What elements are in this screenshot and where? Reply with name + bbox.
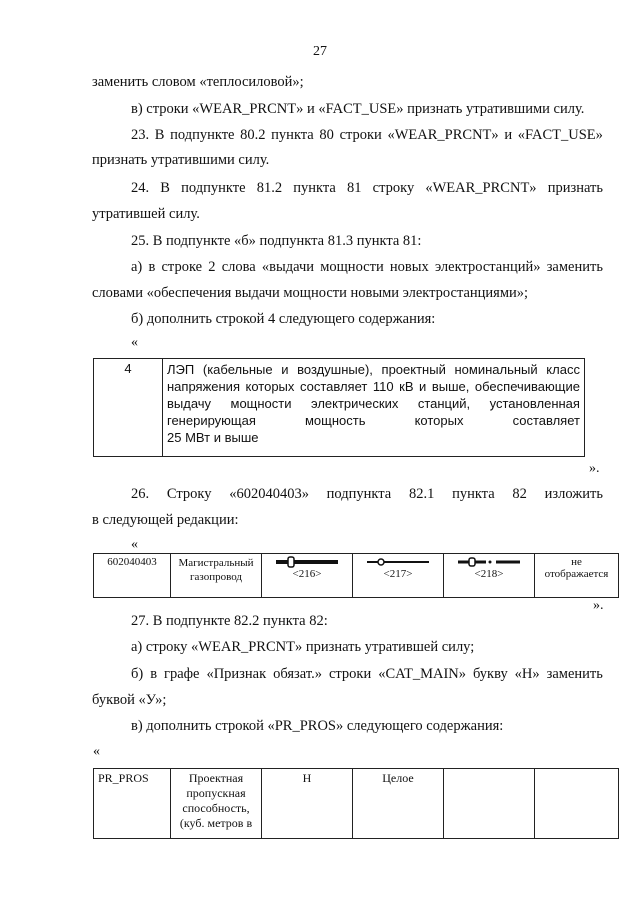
object-name-line: газопровод [190,571,242,583]
word: и [281,362,289,377]
word: В [154,127,165,143]
word: заменить [546,666,603,682]
word: напряжения [167,379,240,394]
word: слова [221,259,256,275]
word: подпункте [170,127,235,143]
word: составляет [299,379,368,394]
thin-line-with-node-icon [365,556,431,568]
word: мощности [230,396,292,411]
symbol-caption: <217> [383,568,413,580]
dash-dot-line-with-node-icon [456,556,522,568]
row-number: 4 [94,359,163,457]
text-line-8 [131,259,603,276]
text-line-4: признать утратившими силу. [92,152,270,168]
attribute-code: PR_PROS [94,769,171,839]
word: в [150,666,158,682]
description-line [167,378,580,395]
word: подпункта [326,486,392,502]
word: и [504,127,513,143]
close-quote-1: ». [589,461,600,476]
empty-cell [444,769,535,839]
word: электрических [310,396,399,411]
word: 80 [319,127,334,143]
word: 82 [512,486,527,502]
text-line-14: а) строку «WEAR_PRCNT» признать утратившей силу; [131,639,475,655]
word: которых [245,379,295,394]
word: строки [328,666,372,682]
description-line [167,395,580,412]
word: проектный [381,362,446,377]
word: Строку [166,486,212,502]
word: «WEAR_PRCNT» [387,127,499,143]
word: б) [131,666,144,682]
word: «WEAR_PRCNT» [425,180,537,196]
word: 80.2 [240,127,266,143]
word: класс [546,362,580,377]
word: электростанций» [434,259,541,275]
text-line-15 [131,666,603,683]
text-line-12: в следующей редакции: [92,512,239,528]
text-line-3 [131,127,603,144]
table-row-pr-pros [93,768,619,839]
open-quote-2: « [131,537,138,552]
symbol-caption: <218> [474,568,504,580]
attribute-description-line: (куб. метров в [179,816,253,830]
object-name [171,554,262,598]
text-line-16: буквой «У»; [92,692,167,708]
word: «602040403» [229,486,309,502]
table-row-4 [93,358,585,457]
word: выше, [431,379,470,394]
word: 26. [131,486,150,502]
attribute-required-flag: Н [262,769,353,839]
description-line [167,429,580,446]
text-line-6: утратившей силу. [92,206,200,222]
attribute-description-line: способность, [182,801,250,815]
word: «Н» [514,666,540,682]
text-line-7: 25. В подпункте «б» подпункта 81.3 пункта 81: [131,233,422,249]
word: станций, [417,396,471,411]
attribute-type: Целое [353,769,444,839]
word: признать [547,180,603,196]
word: «FACT_USE» [517,127,603,143]
word: строки [339,127,382,143]
text-line-1: заменить словом «теплосиловой»; [92,74,304,90]
page-number: 27 [313,44,327,59]
close-quote-2: ». [593,598,604,613]
word: В [160,180,170,196]
word: воздушные), [297,362,373,377]
word: в [148,259,156,275]
empty-cell [535,769,619,839]
word: обеспечивающие [474,379,580,394]
word: которых [414,413,464,428]
text-line-9: словами «обеспечения выдачи мощности новыми электростанциями»; [92,285,529,301]
word: 110 [372,379,394,394]
text-line-17: в) дополнить строкой «PR_PROS» следующего содержания: [131,718,504,734]
word: номинальный [454,362,538,377]
word: 24. [131,180,150,196]
text-line-10: б) дополнить строкой 4 следующего содержания: [131,311,436,327]
row-description [163,359,585,457]
text-line-5 [131,180,603,197]
word: 81 [346,180,362,196]
word: 23. [131,127,150,143]
display-mode: не отображается [535,554,619,598]
word: новых [389,259,429,275]
word: выдачу [167,396,212,411]
word: (кабельные [202,362,273,377]
word: пункта [271,127,314,143]
word: строку [372,180,415,196]
word: графе [164,666,200,682]
attribute-description [171,769,262,839]
word: заменить [546,259,603,275]
attribute-description-line: Проектная [188,771,244,785]
open-quote-3: « [93,744,100,759]
object-name-line: Магистральный [178,557,254,569]
text-line-13: 27. В подпункте 82.2 пункта 82: [131,613,328,629]
text-line-2: в) строки «WEAR_PRCNT» и «FACT_USE» признать утратившими силу. [131,101,585,117]
description-line [167,361,580,378]
text-line-11 [131,486,603,503]
symbol-216-cell [262,554,353,598]
word: букву [472,666,508,682]
thick-line-with-node-icon [274,556,340,568]
word: генерирующая [167,413,256,428]
word: ЛЭП [167,362,195,377]
word: строке [161,259,203,275]
word: 25 МВт и выше [167,430,259,445]
attribute-description-line: пропускная [186,786,246,800]
word: мощность [304,413,366,428]
open-quote-1: « [131,335,138,350]
word: пункта [293,180,336,196]
word: кВ [399,379,414,394]
symbol-caption: <216> [292,568,322,580]
word: обязат.» [273,666,322,682]
word: «выдачи [261,259,315,275]
word: «Признак [206,666,267,682]
word: мощности [320,259,384,275]
word: 81.2 [256,180,283,196]
word: изложить [544,486,603,502]
word: а) [131,259,143,275]
symbol-217-cell [353,554,444,598]
word: «CAT_MAIN» [378,666,466,682]
word: подпункте [181,180,246,196]
description-line [167,412,580,429]
symbol-218-cell [444,554,535,598]
object-code: 602040403 [94,554,171,598]
word: составляет [512,413,580,428]
table-row-602040403 [93,553,619,598]
word: 2 [208,259,216,275]
word: пункта [452,486,495,502]
word: и [419,379,427,394]
word: установленная [489,396,580,411]
word: 82.1 [408,486,435,502]
